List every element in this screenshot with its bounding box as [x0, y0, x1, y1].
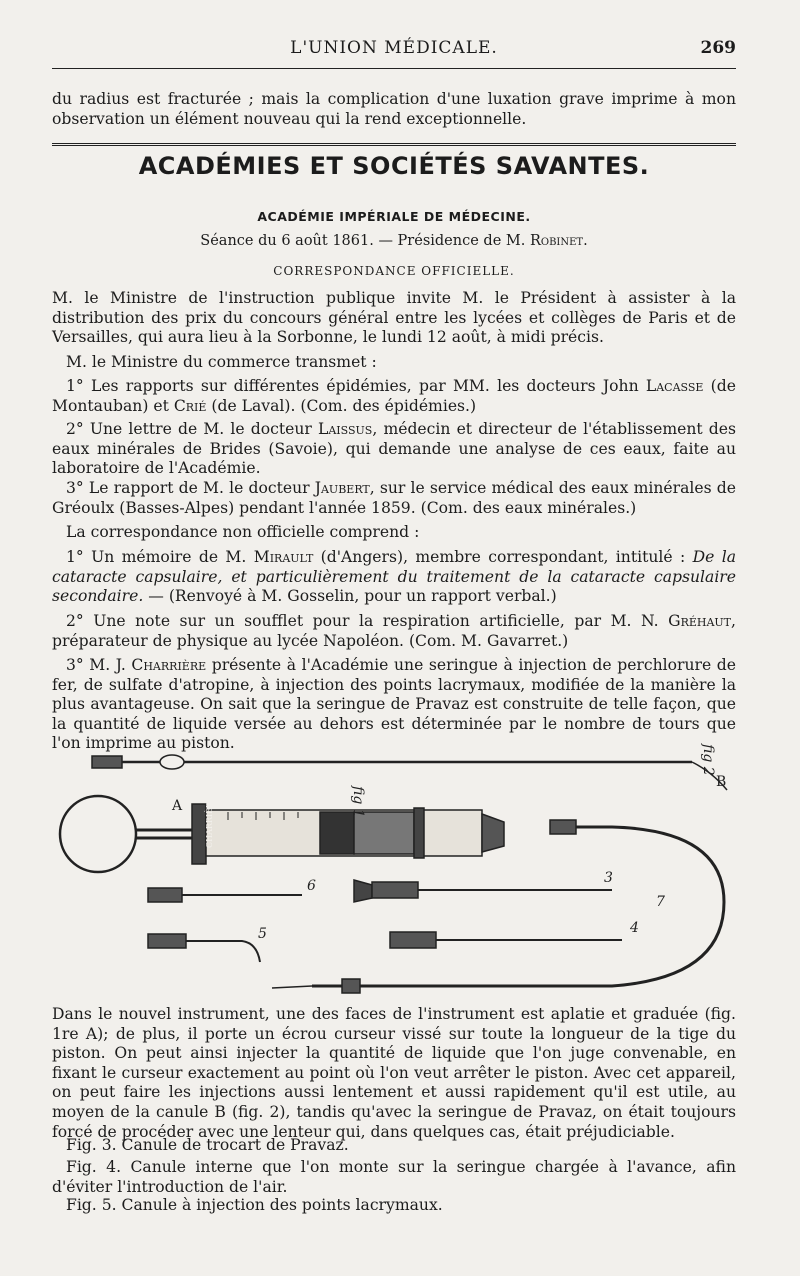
running-head [52, 38, 736, 62]
name-charriere: Charrière [131, 656, 207, 674]
fig6-hub [148, 888, 182, 902]
name-grehaut: Gréhaut [668, 612, 732, 630]
paragraph-epidemics [52, 377, 736, 416]
label-b: B [716, 774, 727, 790]
section-title: ACADÉMIES ET SOCIÉTÉS SAVANTES. [138, 152, 650, 180]
name-mirault: Mirault [253, 548, 314, 566]
session-suffix: . [583, 233, 588, 249]
rod-collar [160, 755, 184, 769]
fig5-hub [148, 934, 186, 948]
name-crie: Crié [173, 396, 207, 415]
intro-paragraph: du radius est fracturée ; mais la complication d'une luxation grave imprime à mon observation un élément nouveau qui la rend exceptionnelle. [52, 90, 736, 128]
label-4: 4 [630, 920, 639, 936]
caption-fig5: Fig. 5. Canule à injection des points lacrymaux. [66, 1196, 443, 1214]
caption-fig4: Fig. 4. Canule interne que l'on monte sur la seringue chargée à l'avance, afin d'éviter l'introduction de l'air. [52, 1158, 736, 1196]
p7-c: — (Renvoyé à M. Gosselin, pour un rapport verbal.) [143, 587, 557, 606]
paragraph-laissus [52, 420, 736, 479]
label-a: A [172, 798, 183, 814]
academy-title: ACADÉMIE IMPÉRIALE DE MÉDECINE. [257, 209, 531, 224]
label-3: 3 [604, 870, 613, 886]
caption-fig3: Fig. 3. Canule de trocart de Pravaz. [66, 1136, 349, 1154]
session-line [52, 233, 736, 249]
p9-a: 3° M. J. [66, 656, 132, 674]
cannula-b-hub [550, 820, 576, 834]
finger-ring [60, 796, 136, 872]
p5-b: , sur le service médical des eaux minérales de Gréoulx (Basses-Alpes) pendant l'année 1859. (Com. des eaux minérales.) [52, 479, 736, 517]
paragraph-charriere [52, 656, 736, 754]
memoir-title: De la cataracte capsulaire, et particulièrement du traitement de la cataracte capsulaire secondaire. [52, 548, 736, 606]
label-fig2: fig 2 [700, 744, 716, 776]
fig3-hub [372, 882, 418, 898]
section-divider [52, 143, 736, 146]
journal-page [52, 0, 736, 1276]
president-name: Robinet [529, 233, 584, 249]
name-laissus: Laissus [318, 420, 373, 438]
journal-title: L'UNION MÉDICALE. [290, 38, 498, 58]
p7-a: 1° Un mémoire de M. [66, 548, 254, 566]
paragraph-ministry-instruction: M. le Ministre de l'instruction publique invite M. le Président à assister à la distribution des prix du concours général entre les lycées et collèges de Paris et de Versailles, qui aura lieu à la Sorbonne, le lundi 12 août, à midi précis. [52, 289, 736, 347]
correspondence-heading: CORRESPONDANCE OFFICIELLE. [273, 264, 515, 278]
page-number: 269 [700, 38, 736, 58]
maker-mark: CHARRIÈRE [205, 796, 214, 848]
label-fig1: fig 1 [350, 786, 366, 818]
fig4-hub [390, 932, 436, 948]
barrel-nozzle [482, 814, 504, 852]
fig5-cannula [186, 941, 260, 962]
name-jaubert: Jaubert [314, 479, 370, 497]
label-5: 5 [258, 926, 267, 942]
top-screw-thread [92, 756, 122, 768]
session-prefix: Séance du 6 août 1861. — Présidence de M. [200, 233, 530, 249]
header-rule [52, 68, 736, 69]
name-lacasse: Lacasse [645, 377, 704, 395]
p7-b: (d'Angers), membre correspondant, intitulé : [313, 548, 693, 566]
p3-c: (de Laval). (Com. des épidémies.) [206, 396, 477, 415]
barrel-curseur [320, 812, 354, 854]
p8-b: , préparateur de physique au lycée Napoléon. (Com. M. Gavarret.) [52, 612, 736, 650]
barrel-cap [192, 804, 206, 864]
p5-a: 3° Le rapport de M. le docteur [66, 479, 315, 497]
p3-b: (de Montauban) et [52, 377, 736, 415]
label-6: 6 [307, 878, 316, 894]
paragraph-mirault [52, 548, 736, 607]
p4-a: 2° Une lettre de M. le docteur [66, 420, 318, 438]
barrel-glass [354, 812, 414, 854]
paragraph-ministry-commerce: M. le Ministre du commerce transmet : [66, 353, 377, 371]
p9-b: présente à l'Académie une seringue à injection de perchlorure de fer, de sulfate d'atropine, à injection des points lacrymaux, modifiée de la manière la plus avantageuse. On sait que la seringue de Pravaz est construite de telle façon, que la quantité de liquide versée au dehors est déterminée par le nombre de tours que l'on imprime au piston. [52, 656, 737, 753]
label-7: 7 [656, 894, 665, 910]
paragraph-grehaut [52, 612, 736, 651]
paragraph-new-instrument: Dans le nouvel instrument, une des faces de l'instrument est aplatie et graduée (fig. 1re A); de plus, il porte un écrou curseur vissé sur toute la longueur de la tige du piston. On peut ainsi injecter la quantité de liquide que l'on juge convenable, en fixant le curseur exactement au point où l'on veut arrêter le piston. Avec cet appareil, on peut faire les injections aussi lentement et aussi rapidement qu'il est utile, au moyen de la canule B (fig. 2), tandis qu'avec la seringue de Pravaz, on était toujours forcé de procéder avec une lenteur qui, dans quelques cas, était préjudiciable. [52, 1005, 736, 1141]
paragraph-jaubert [52, 479, 736, 518]
syringe-illustration [52, 742, 736, 1000]
p8-a: 2° Une note sur un soufflet pour la respiration artificielle, par M. N. [66, 612, 669, 630]
paragraph-unofficial: La correspondance non officielle comprend : [66, 523, 420, 541]
p4-b: , médecin et directeur de l'établissement des eaux minérales de Brides (Savoie), qui demande une analyse de ces eaux, faite au laboratoire de l'Académie. [52, 420, 737, 478]
p3-a: 1° Les rapports sur différentes épidémies, par MM. les docteurs John [66, 377, 646, 395]
